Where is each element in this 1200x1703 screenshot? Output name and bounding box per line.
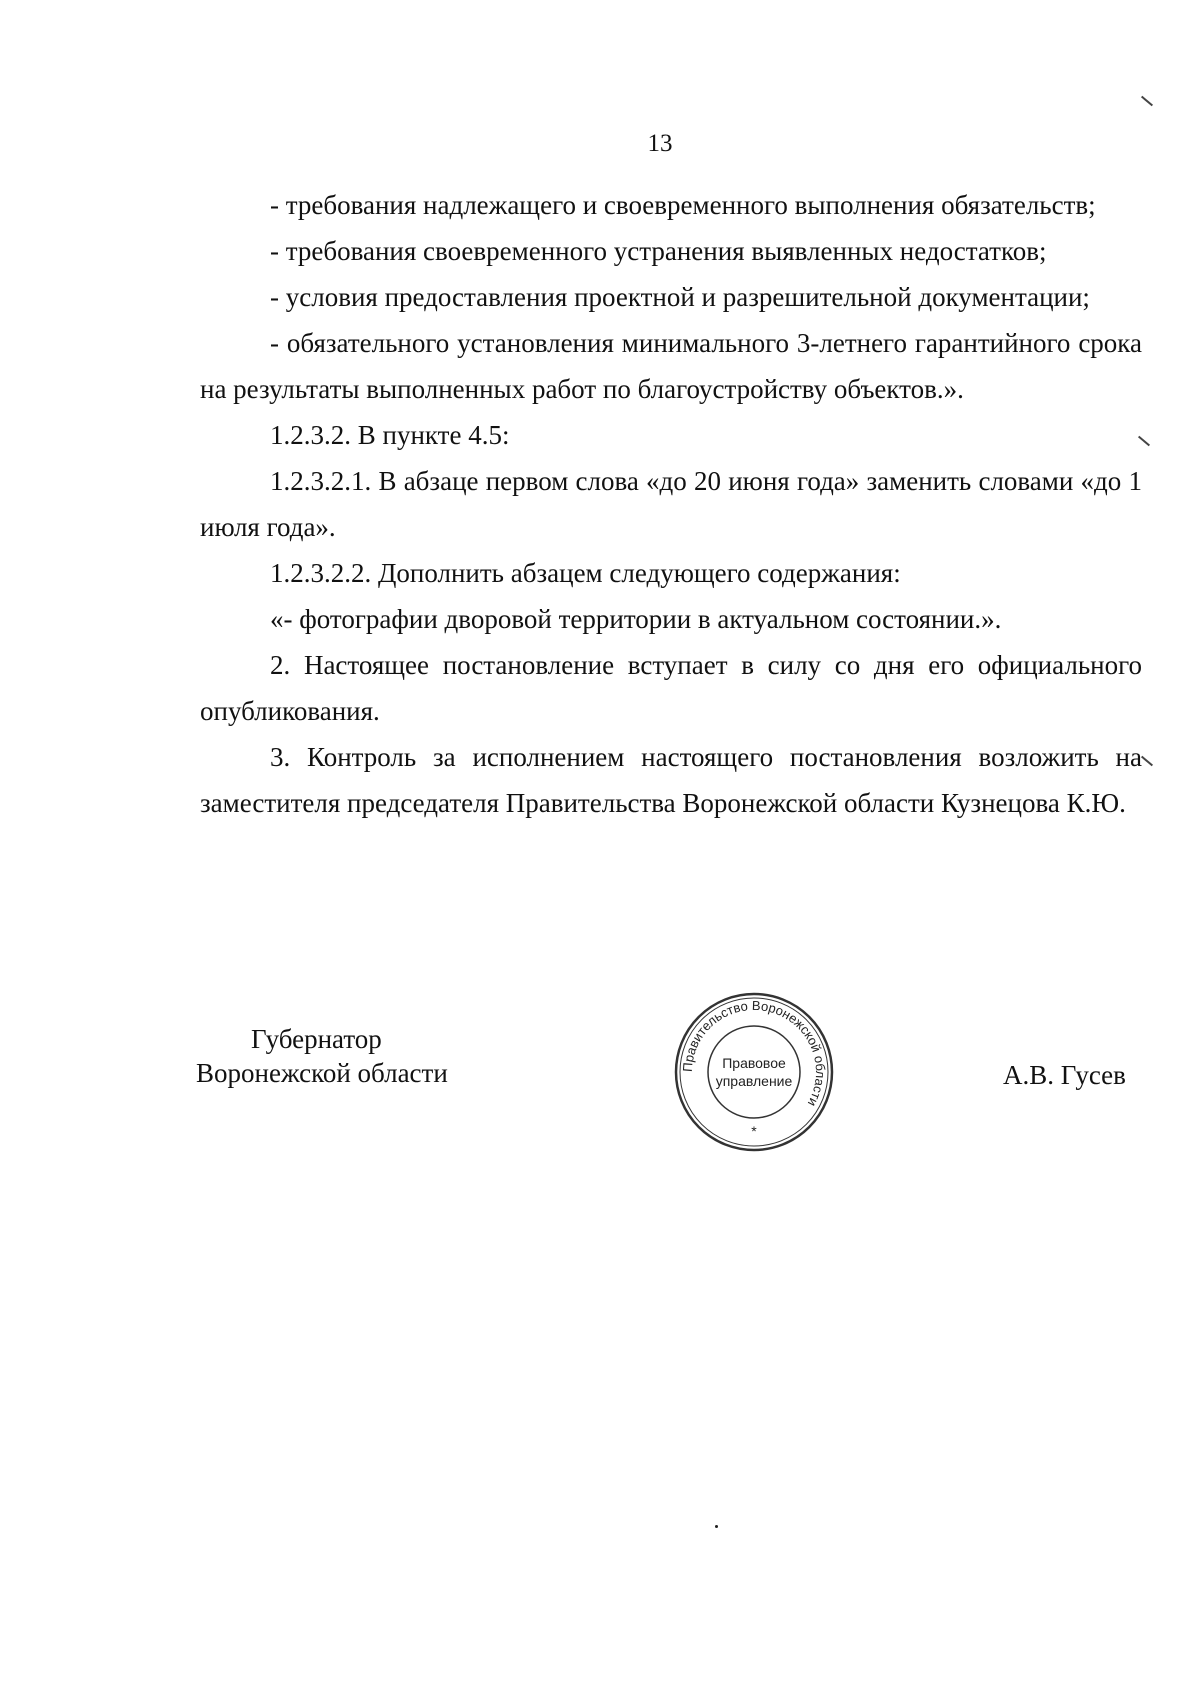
- official-seal: [672, 990, 836, 1154]
- paragraph-requirement-1: - требования надлежащего и своевременного выполнения обязательств;: [270, 190, 1096, 220]
- seal-graphic: [672, 990, 836, 1154]
- signatory-title: [196, 1022, 448, 1090]
- seal-star-icon: *: [751, 1123, 757, 1139]
- seal-outer-text: Правительство Воронежской области: [679, 997, 829, 1110]
- document-body: [200, 182, 1142, 826]
- signature-block: [0, 997, 1200, 1170]
- seal-inner-line1: Правовое: [722, 1055, 786, 1071]
- signatory-title-line1: Губернатор: [251, 1024, 382, 1054]
- paragraph-added-text: «- фотографии дворовой территории в актуальном состоянии.».: [270, 604, 1002, 634]
- paragraph-clause-1-2-3-2-2: 1.2.3.2.2. Дополнить абзацем следующего содержания:: [270, 558, 901, 588]
- scan-mark: [1141, 96, 1153, 107]
- paragraph-item-3: 3. Контроль за исполнением настоящего постановления возложить на заместителя председателя Правительства Воронежской области Кузнецова К.Ю.: [200, 742, 1142, 818]
- paragraph-item-2: 2. Настоящее постановление вступает в силу со дня его официального опубликования.: [200, 650, 1142, 726]
- signatory-name: А.В. Гусев: [1003, 1060, 1126, 1090]
- paragraph-requirement-3: - условия предоставления проектной и разрешительной документации;: [270, 282, 1090, 312]
- seal-inner-line2: управление: [715, 1073, 793, 1089]
- page-number: 13: [647, 130, 673, 157]
- paragraph-clause-1-2-3-2-1: 1.2.3.2.1. В абзаце первом слова «до 20 июня года» заменить словами «до 1 июля года».: [200, 466, 1142, 542]
- scan-mark: [1141, 756, 1153, 767]
- signatory-title-line2: Воронежской области: [196, 1058, 448, 1088]
- paragraph-requirement-4: - обязательного установления минимального 3-летнего гарантийного срока на результаты выполненных работ по благоустройству объектов.».: [200, 328, 1142, 404]
- scan-dot: [715, 1525, 718, 1528]
- paragraph-clause-1-2-3-2: 1.2.3.2. В пункте 4.5:: [270, 420, 510, 450]
- paragraph-requirement-2: - требования своевременного устранения выявленных недостатков;: [270, 236, 1047, 266]
